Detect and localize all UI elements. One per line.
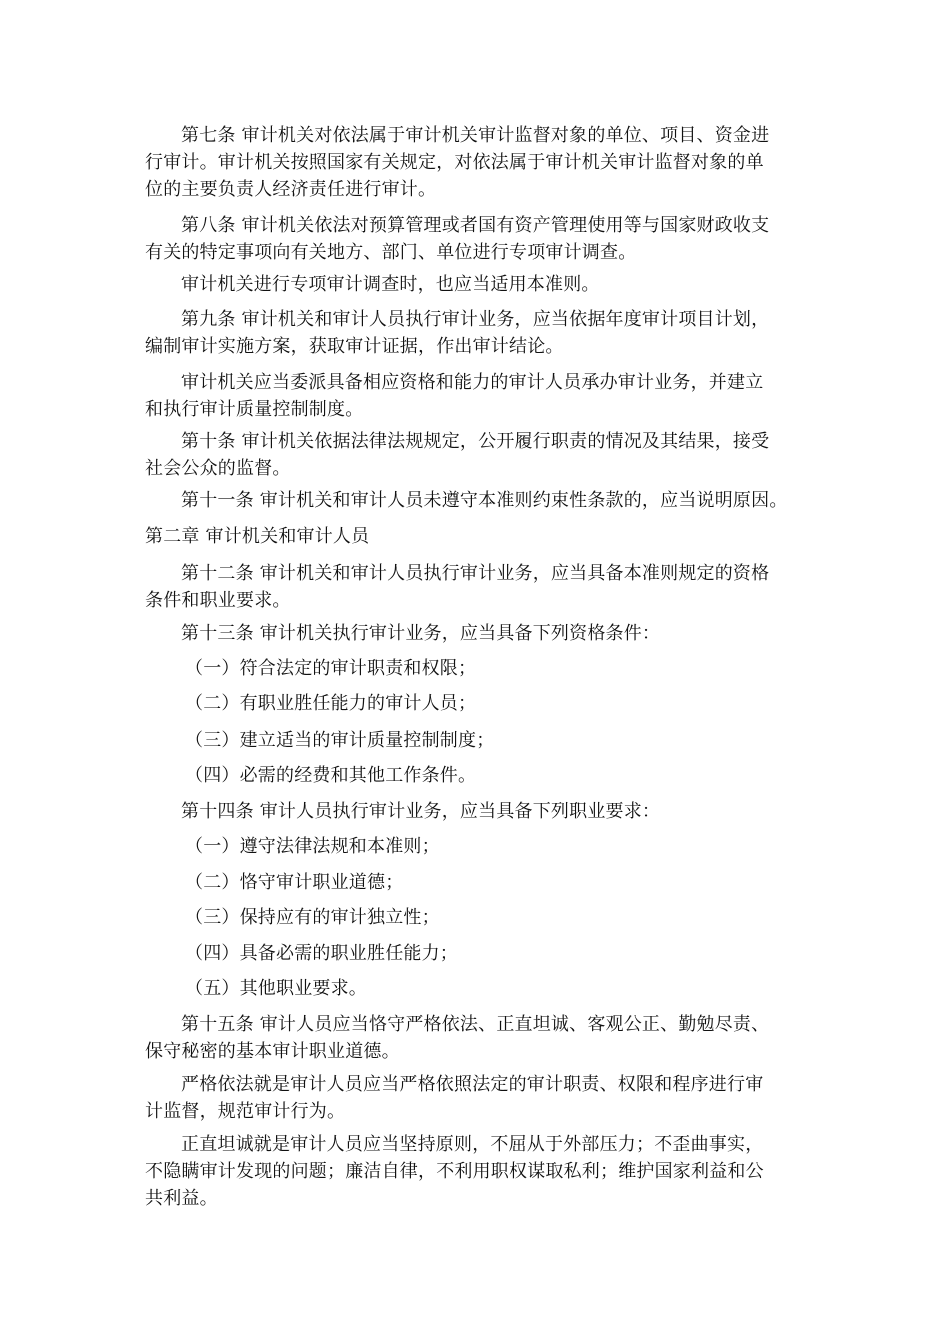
paragraph: 审计机关应当委派具备相应资格和能力的审计人员承办审计业务，并建立 和执行审计质量控制制度。 (145, 372, 764, 420)
list-item: （五）其他职业要求。 (185, 978, 367, 999)
paragraph: 审计机关进行专项审计调查时，也应当适用本准则。 (181, 274, 600, 295)
article-14: 第十四条 审计人员执行审计业务，应当具备下列职业要求： (181, 801, 661, 822)
list-item: （三）保持应有的审计独立性； (185, 907, 440, 928)
article-15: 第十五条 审计人员应当恪守严格依法、正直坦诚、客观公正、勤勉尽责、 保守秘密的基本审计职业道德。 (145, 1014, 770, 1062)
article-7: 第七条 审计机关对依法属于审计机关审计监督对象的单位、项目、资金进 行审计。审计机关按照国家有关规定，对依法属于审计机关审计监督对象的单 位的主要负责人经济责任进行审计。 (145, 125, 770, 200)
article-12: 第十二条 审计机关和审计人员执行审计业务，应当具备本准则规定的资格 条件和职业要求。 (145, 563, 770, 611)
list-item: （一）符合法定的审计职责和权限； (185, 658, 477, 679)
list-item: （二）恪守审计职业道德； (185, 872, 404, 893)
article-9: 第九条 审计机关和审计人员执行审计业务，应当依据年度审计项目计划， 编制审计实施方案，获取审计证据，作出审计结论。 (145, 309, 770, 357)
paragraph: 正直坦诚就是审计人员应当坚持原则，不屈从于外部压力；不歪曲事实， 不隐瞒审计发现的问题；廉洁自律，不利用职权谋取私利；维护国家利益和公 共利益。 (145, 1134, 764, 1209)
list-item: （二）有职业胜任能力的审计人员； (185, 693, 477, 714)
article-13: 第十三条 审计机关执行审计业务，应当具备下列资格条件： (181, 623, 661, 644)
list-item: （三）建立适当的审计质量控制制度； (185, 730, 495, 751)
chapter-heading: 第二章 审计机关和审计人员 (145, 526, 370, 547)
article-8: 第八条 审计机关依法对预算管理或者国有资产管理使用等与国家财政收支 有关的特定事项向有关地方、部门、单位进行专项审计调查。 (145, 215, 770, 263)
list-item: （四）具备必需的职业胜任能力； (185, 943, 458, 964)
article-10: 第十条 审计机关依据法律法规规定，公开履行职责的情况及其结果，接受 社会公众的监督。 (145, 431, 770, 479)
article-11: 第十一条 审计机关和审计人员未遵守本准则约束性条款的，应当说明原因。 (181, 490, 788, 511)
list-item: （四）必需的经费和其他工作条件。 (185, 765, 477, 786)
paragraph: 严格依法就是审计人员应当严格依照法定的审计职责、权限和程序进行审 计监督，规范审计行为。 (145, 1074, 764, 1122)
list-item: （一）遵守法律法规和本准则； (185, 836, 440, 857)
